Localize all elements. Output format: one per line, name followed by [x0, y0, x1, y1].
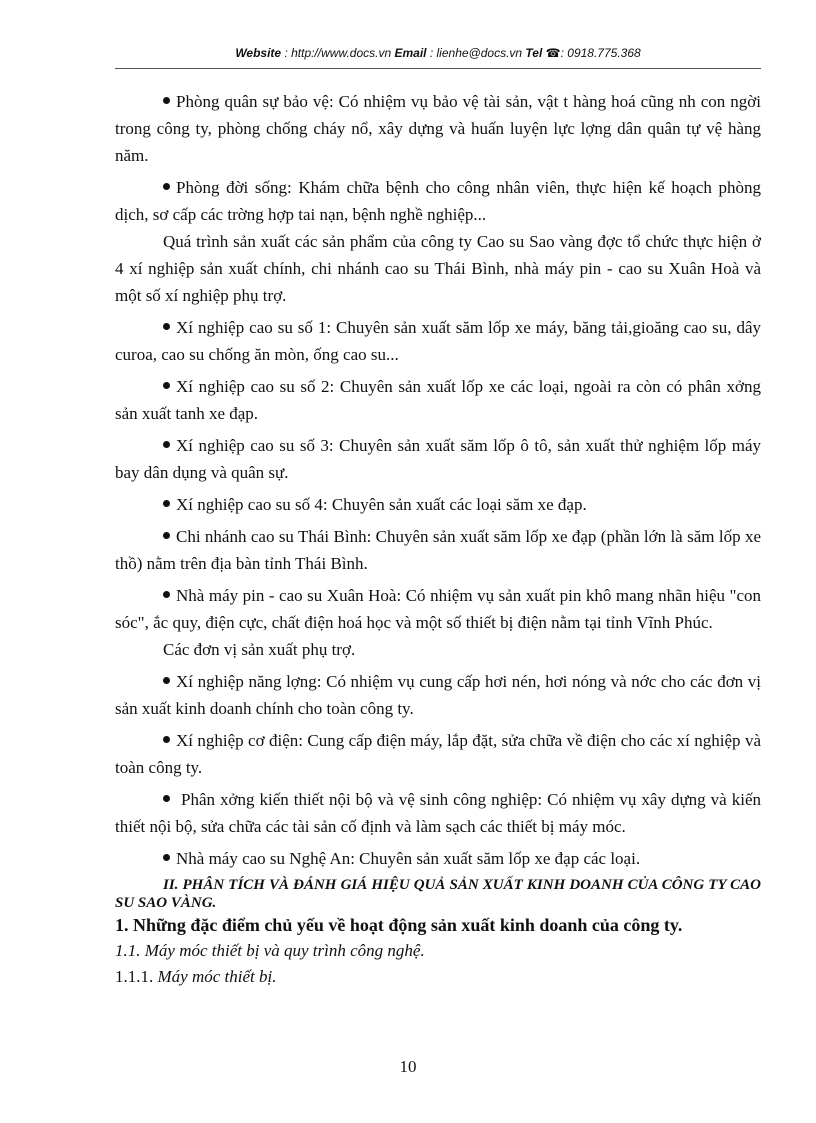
bullet-icon [163, 591, 170, 598]
bullet-icon [163, 854, 170, 861]
bullet-icon [163, 677, 170, 684]
paragraph-nghe-an-factory: Nhà máy cao su Nghệ An: Chuyên sản xuất săm lốp xe đạp các loại. [115, 845, 761, 872]
page-header [115, 38, 761, 69]
tel-label: Tel [525, 46, 543, 60]
paragraph-enterprise-2: Xí nghiệp cao su số 2: Chuyên sản xuất lốp xe các loại, ngoài ra còn có phân xởng sản xuất tanh xe đạp. [115, 377, 761, 423]
paragraph-enterprise-3: Xí nghiệp cao su số 3: Chuyên sản xuất săm lốp ô tô, sản xuất thử nghiệm lốp máy bay dân dụng và quân sự. [115, 436, 761, 482]
paragraph-production-process: Quá trình sản xuất các sản phẩm của công ty Cao su Sao vàng đợc tổ chức thực hiện ở 4 xí nghiệp sản xuất chính, chi nhánh cao su Thái Bình, nhà máy pin - cao su Xuân Hoà và một số xí nghiệp phụ trợ. [115, 232, 761, 305]
email-label: Email [394, 46, 427, 60]
paragraph-support-units: Các đơn vị sản xuất phụ trợ. [163, 640, 356, 659]
website-value: : http://www.docs.vn [281, 46, 395, 60]
bullet-icon [163, 323, 170, 330]
bullet-icon [163, 532, 170, 539]
paragraph-mechanical-enterprise: Xí nghiệp cơ điện: Cung cấp điện máy, lắp đặt, sửa chữa về điện cho các xí nghiệp và toàn công ty. [115, 731, 761, 777]
bullet-icon [163, 97, 170, 104]
section-heading-ii: II. PHÂN TÍCH VÀ ĐÁNH GIÁ HIỆU QUẢ SẢN XUẤT KINH DOANH CỦA CÔNG TY CAO SU SAO VÀNG. [115, 877, 761, 911]
phone-icon: ☎ [542, 46, 561, 60]
bullet-icon [163, 500, 170, 507]
tel-value: : 0918.775.368 [560, 46, 641, 60]
bullet-icon [163, 382, 170, 389]
heading-1-1: 1.1. Máy móc thiết bị và quy trình công nghệ. [115, 941, 425, 960]
paragraph-enterprise-1: Xí nghiệp cao su số 1: Chuyên sản xuất săm lốp xe máy, băng tải,gioăng cao su, dây curoa, cao su chống ăn mòn, ống cao su... [115, 318, 761, 364]
paragraph-xuan-hoa-factory: Nhà máy pin - cao su Xuân Hoà: Có nhiệm vụ sản xuất pin khô mang nhãn hiệu "con sóc", ắc quy, điện cực, chất điện hoá học và một số thiết bị điện nằm tại tỉnh Vĩnh Phúc. [115, 586, 761, 632]
bullet-icon [163, 441, 170, 448]
heading-1: 1. Những đặc điểm chủ yếu về hoạt động sản xuất kinh doanh của công ty. [115, 915, 683, 935]
paragraph-enterprise-4: Xí nghiệp cao su số 4: Chuyên sản xuất các loại săm xe đạp. [115, 491, 761, 518]
website-label: Website [235, 46, 282, 60]
page-number: 10 [399, 1057, 417, 1076]
bullet-icon [163, 736, 170, 743]
heading-1-1-1: 1.1.1. Máy móc thiết bị. [115, 967, 277, 986]
paragraph-thai-binh-branch: Chi nhánh cao su Thái Bình: Chuyên sản xuất săm lốp xe đạp (phần lớn là săm lốp xe thồ) nằm trên địa bàn tỉnh Thái Bình. [115, 527, 761, 573]
email-value: : lienhe@docs.vn [426, 46, 526, 60]
bullet-icon [163, 183, 170, 190]
paragraph-energy-enterprise: Xí nghiệp năng lợng: Có nhiệm vụ cung cấp hơi nén, hơi nóng và nớc cho các đơn vị sản xuất kinh doanh chính cho toàn công ty. [115, 672, 761, 718]
paragraph-construction-workshop: Phân xởng kiến thiết nội bộ và vệ sinh công nghiệp: Có nhiệm vụ xây dựng và kiến thiết nội bộ, sửa chữa các tài sản cố định và làm sạch các thiết bị máy móc. [115, 790, 761, 836]
page-content [115, 88, 761, 990]
bullet-icon [163, 795, 170, 802]
paragraph-military-dept: Phòng quân sự bảo vệ: Có nhiệm vụ bảo vệ tài sản, vật t hàng hoá cũng nh con ngời trong công ty, phòng chống cháy nổ, xây dựng và huấn luyện lực lợng dân quân tự vệ hàng năm. [115, 92, 761, 165]
paragraph-welfare-dept: Phòng đời sống: Khám chữa bệnh cho công nhân viên, thực hiện kế hoạch phòng dịch, sơ cấp các trờng hợp tai nạn, bệnh nghề nghiệp... [115, 178, 761, 224]
